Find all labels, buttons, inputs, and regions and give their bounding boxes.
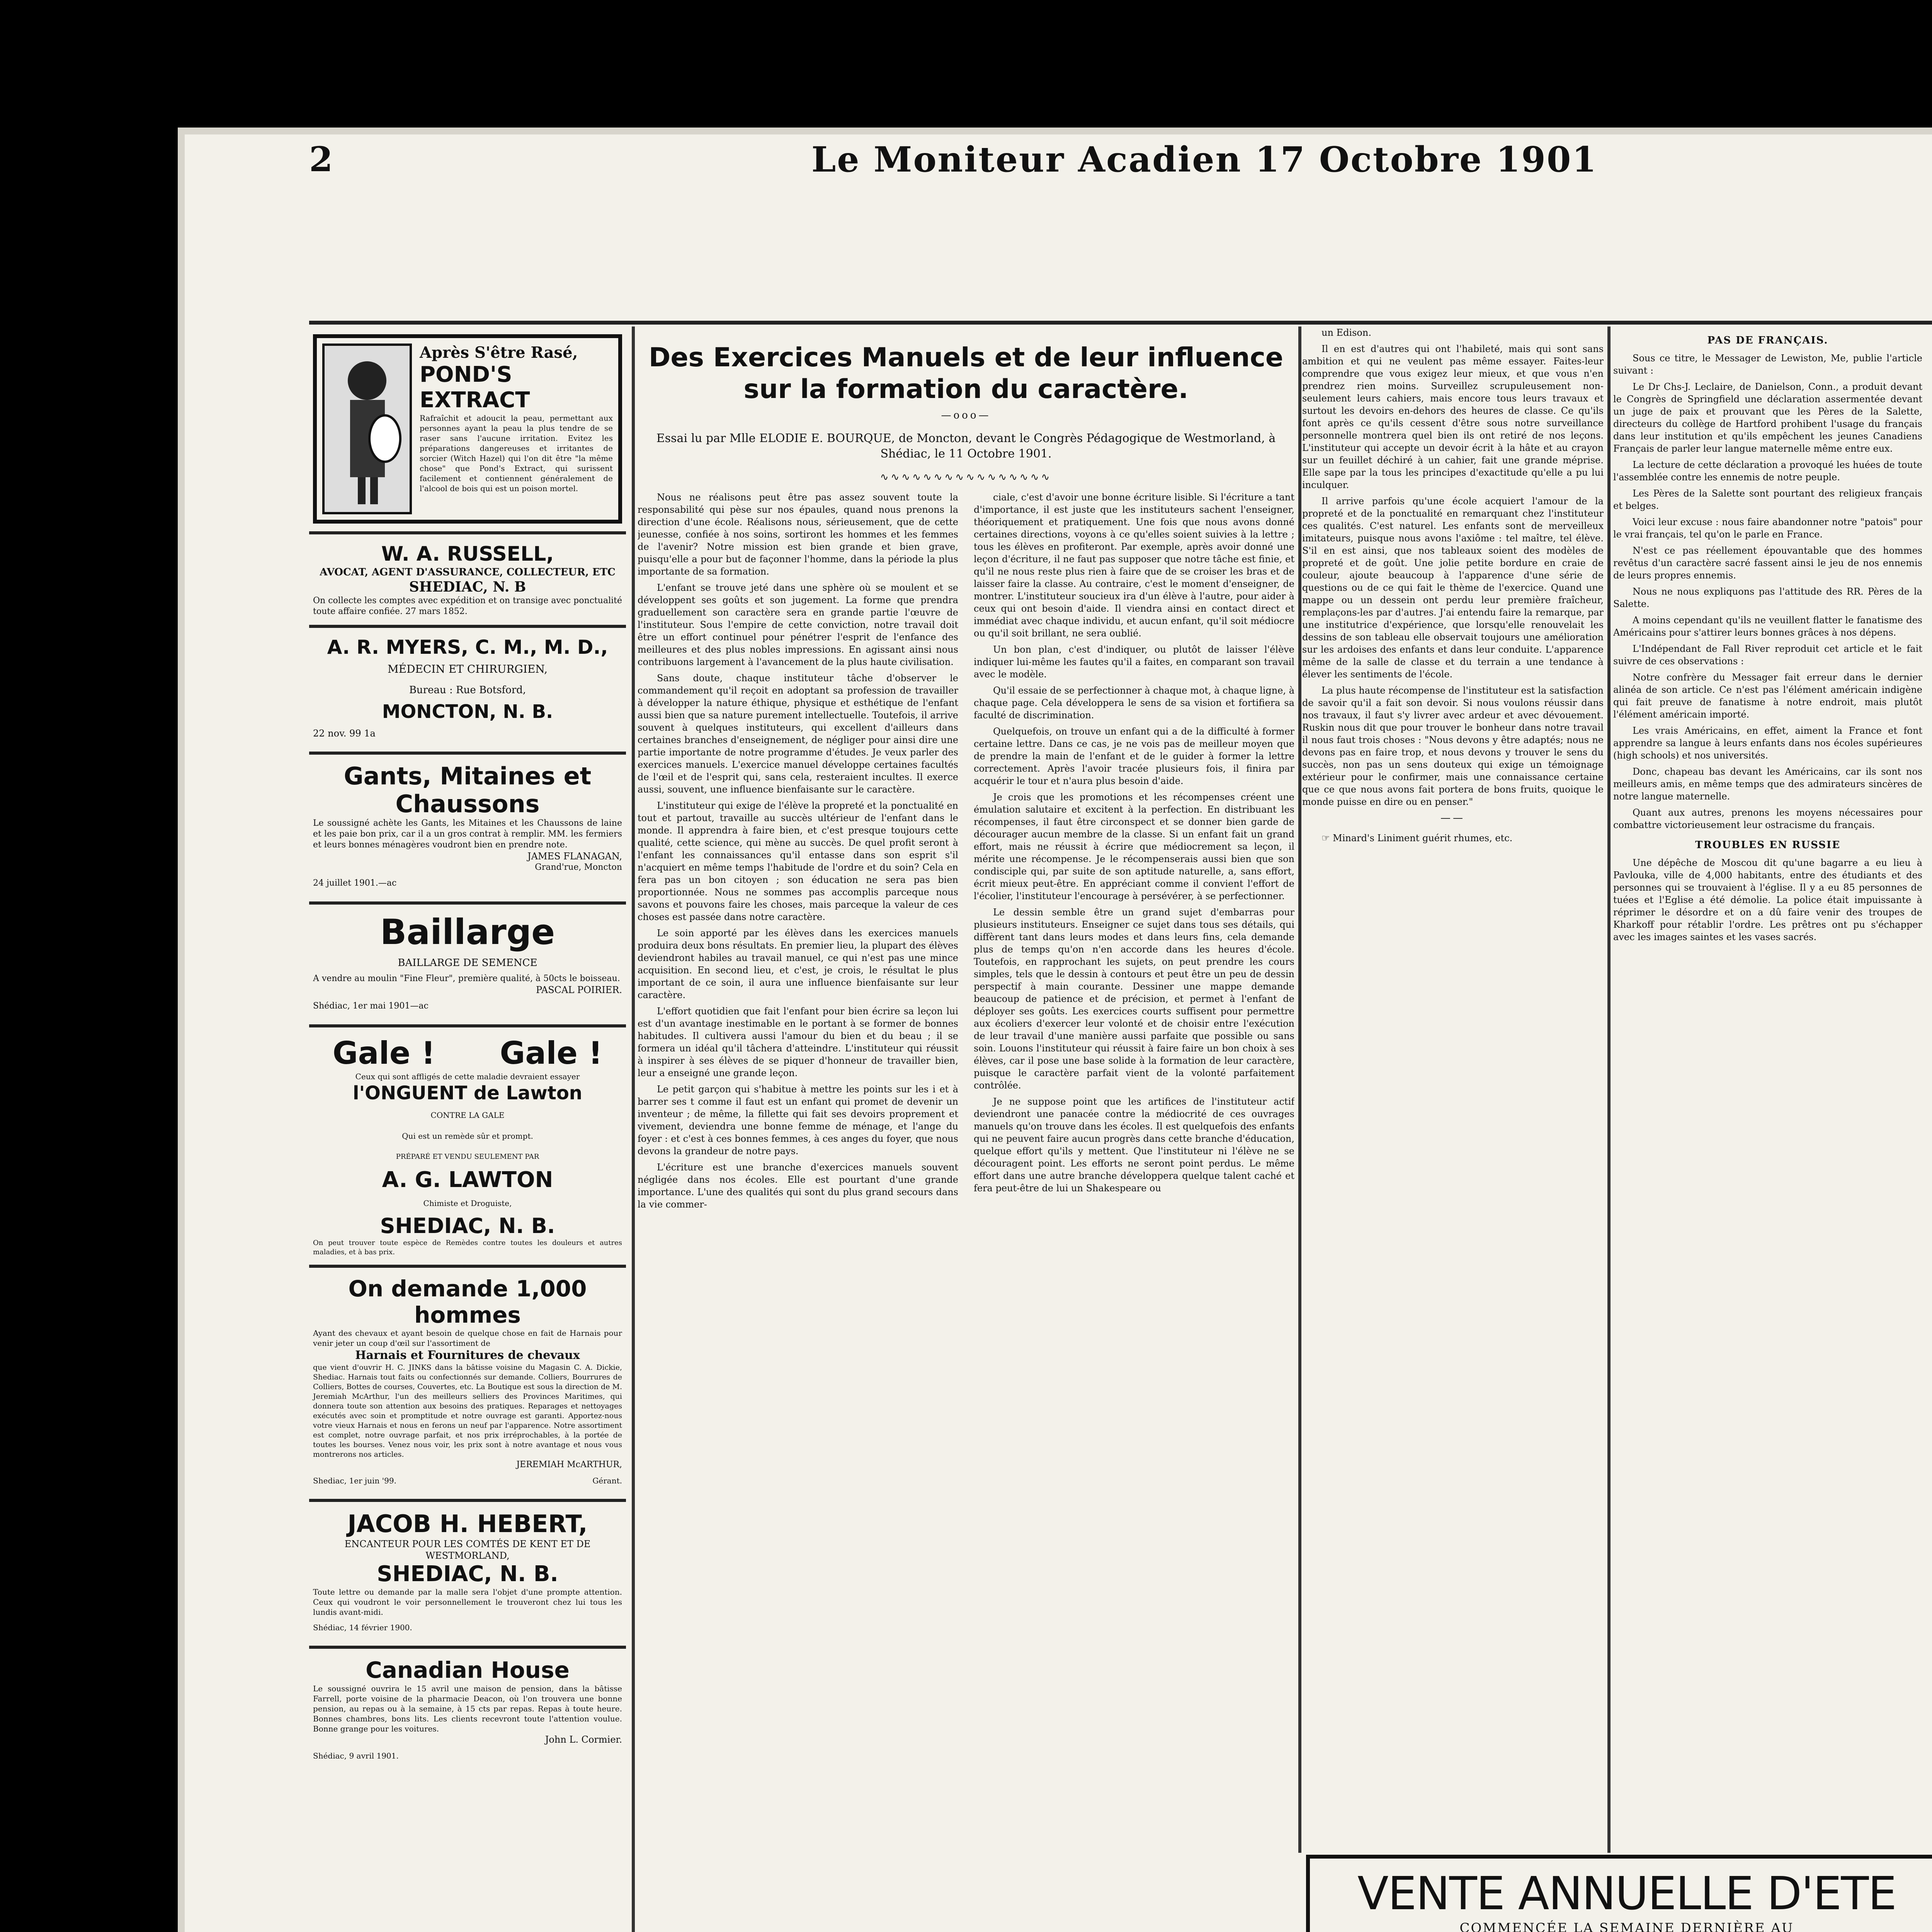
continuation-paragraph: un Edison.: [1321, 327, 1371, 338]
article-body: [638, 491, 1294, 1214]
pas-de-francais-paragraph: Voici leur excuse : nous faire abandonner notre "patois" pour le vrai français, tel qu'on le parle en France.: [1613, 517, 1922, 540]
demande-footer: [313, 1470, 622, 1491]
russell-place: SHEDIAC, N. B: [409, 579, 526, 595]
pas-de-francais-title: PAS DE FRANÇAIS.: [1707, 335, 1828, 346]
gants-text: Le soussigné achète les Gants, les Mitaines et les Chaussons de laine et les paie bon prix, car il a un gros contrat à remplir. MM. les fermiers et leurs bonnes ménagères voudront bien en prendre note.: [313, 818, 622, 850]
pas-de-francais-paragraph: Les vrais Américains, en effet, aiment la France et font apprendre sa langue à leurs enfants dans nos écoles supérieures (high schools) et nos universités.: [1613, 725, 1922, 761]
minard-notice-1-text: Minard's Liniment guérit rhumes, etc.: [1333, 833, 1513, 844]
pas-de-francais-paragraph: Les Pères de la Salette sont pourtant des religieux français et belges.: [1613, 488, 1922, 511]
article-b-paragraph: Je crois que les promotions et les récompenses créent une émulation salutaire et excitent à la perfection. En distribuant les récompenses, il faut être circonspect et se donner bien garde de décourager aucun membre de la classe. Si un enfant fait un grand effort, mais ne réussit à écrire que médiocrement sa leçon, il mérite une récompense. Je le récompenserais aussi bien que son condisciple qui, par suite de son aptitude naturelle, a, sans effort, écrit mieux peut-être. En appréciant comme il convient l'effort de l'écolier, l'instituteur l'encourage à persévérer, à se perfectionner.: [974, 792, 1294, 901]
pas-de-francais-paragraph: Notre confrère du Messager fait erreur dans le dernier alinéa de son article. Ce n'est pas l'élément américain indigène qui fait preuve de fanatisme à notre endroit, mais plutôt l'élément américain importé.: [1613, 672, 1922, 720]
pas-de-francais-paragraph: L'Indépendant de Fall River reproduit cet article et le fait suivre de ces observations :: [1613, 643, 1922, 667]
paper-title: Le Moniteur Acadien 17 Octobre 1901: [811, 139, 1598, 180]
demande-title: On demande 1,000 hommes: [348, 1276, 587, 1328]
hebert-text: Toute lettre ou demande par la malle sera l'objet d'une prompte attention. Ceux qui voudront le voir personnellement le trouveront chez lui tous les lundis avant-midi.: [313, 1587, 622, 1617]
column-rule-2: [1298, 327, 1301, 1853]
page-number: 2: [309, 139, 333, 179]
pas-de-francais-paragraph: Sous ce titre, le Messager de Lewiston, Me, publie l'article suivant :: [1613, 353, 1922, 376]
russell-text: On collecte les comptes avec expédition et on transige avec ponctualité toute affaire confiée. 27 mars 1852.: [313, 596, 622, 616]
baillarge-sub: BAILLARGE DE SEMENCE: [398, 957, 537, 969]
canadian-house-signature: John L. Cormier.: [545, 1734, 622, 1745]
vente-title: VENTE ANNUELLE D'ETE: [1357, 1867, 1896, 1920]
continuation-paragraph: Il arrive parfois qu'une école acquiert l'amour de la propreté et de la ponctualité en remarquant chez l'instituteur ces qualités. C'est naturel. Les enfants sont de merveilleux imitateurs, puisque nous avons l'axiôme : tel maître, tel élève. S'il en est ainsi, que nos tableaux soient des modèles de propreté et de goût. Une jolie petite bordure en craie de couleur, ajoute beaucoup à l'apparence d'une série de questions ou de ce qui fait le thème de l'exercice. Quand une mappe ou un dessein ont perdu leur première fraîcheur, remplaçons-les par d'autres. J'ai entendu faire la remarque, par une institutrice d'expérience, que lorsqu'elle renouvelait les dessins de son tableau elle observait toujours une amélioration sur les ardoises des enfants et dans leur conduite. L'apparence même de la salle de classe et du terrain a une tendance à élever les sentiments de l'école.: [1302, 496, 1604, 680]
gants-signature: JAMES FLANAGAN,: [527, 851, 622, 862]
demande-role: Gérant.: [592, 1476, 622, 1485]
continuation-divider: ——: [1440, 812, 1465, 824]
canadian-house-date: Shédiac, 9 avril 1901.: [313, 1751, 399, 1760]
pas-de-francais-paragraph: La lecture de cette déclaration a provoqué les huées de toute l'assemblée contre les ennemis de notre peuple.: [1613, 459, 1922, 483]
baillarge-text: A vendre au moulin "Fine Fleur", première qualité, à 50cts le boisseau.: [313, 974, 620, 983]
myers-bureau: Bureau : Rue Botsford,: [409, 684, 526, 696]
ad-hebert: [309, 1502, 626, 1649]
article-continuation: [1302, 327, 1604, 808]
article-b-paragraph: Quelquefois, on trouve un enfant qui a de la difficulté à former certaine lettre. Dans ce cas, je ne vois pas de meilleur moyen que de prendre la main de l'enfant et de le guider à former la lettre correctement. Après l'avoir tracée plusieurs fois, il finira par acquérir le tour et n'aura plus besoin d'aide.: [974, 726, 1294, 786]
ad-russell: [309, 534, 626, 628]
pas-de-francais-paragraph: Donc, chapeau bas devant les Américains, car ils sont nos meilleurs amis, en même temps que des admirateurs sincères de notre langue maternelle.: [1613, 766, 1922, 802]
article-b-paragraph: ciale, c'est d'avoir une bonne écriture lisible. Si l'écriture a tant d'importance, il est juste que les instituteurs sachent l'enseigner, théoriquement et pratiquement. Une fois que nous avons donné certaines directions, voyons à ce qu'elles soient suivies à la lettre ; tous les élèves en profiteront. Par exemple, après avoir donné une leçon d'écriture, il ne faut pas supposer que notre tâche est finie, et qu'il ne nous reste plus rien à faire que de se croiser les bras et de laisser faire la classe. Au contraire, c'est le moment d'enseigner, de montrer. L'instituteur soucieux ira d'un élève à l'autre, pour aider à ceux qui ont besoin d'aide. Il viendra ainsi en contact direct et immédiat avec chaque individu, et aucun enfant, qu'il soit médiocre ou qu'il soit brillant, ne sera oublié.: [974, 492, 1294, 639]
article-column-a: [638, 491, 958, 1214]
demande-text1: Ayant des chevaux et ayant besoin de quelque chose en fait de Harnais pour venir jeter un coup d'œil sur l'assortiment de: [313, 1328, 622, 1348]
column-ads: [309, 327, 626, 1932]
man-shaving-illustration-icon: [322, 344, 412, 514]
demande-text2: que vient d'ouvrir H. C. JINKS dans la bâtisse voisine du Magasin C. A. Dickie, Shediac. Harnais tout faits ou confectionnés sur demande. Colliers, Bourrures de Colliers, Bottes de courses, Couvertes, etc. La Boutique est sous la direction de M. Jeremiah McArthur, l'un des meilleurs selliers des Provinces Maritimes, qui donnera toute son attention aux besoins des pratiques. Reparages et nettoyages exécutés avec soin et promptitude et notre ouvrage est garanti. Apportez-nous votre vieux Harnais et nous en ferons un neuf par l'apparence. Notre assortiment est complet, notre ouvrage parfait, et nos prix irréprochables, à la portée de toutes les bourses. Venez nous voir, les prix sont à notre avantage et nous vous montrerons nos articles.: [313, 1363, 622, 1459]
header-rule: [309, 321, 1932, 325]
article-column-b: [974, 491, 1294, 1214]
gale-product: l'ONGUENT de Lawton: [353, 1082, 582, 1104]
demande-date: Shediac, 1er juin '99.: [313, 1476, 396, 1485]
continuation-paragraph: Il en est d'autres qui ont l'habileté, mais qui sont sans ambition et qui ne veulent pas même essayer. Faites-leur comprendre que vous exigez leur mieux, et que vous n'en prendrez rien moins. Surveillez scrupuleusement non-seulement leurs cahiers, mais encore tous leurs travaux et surtout les devoirs en-dehors des heures de classe. Ce qu'ils font après ce qu'ils cessent d'être sous notre surveillance personnelle montrera quel bien ils ont retiré de nos leçons. L'instituteur qui accepte un devoir écrit à la hâte et au crayon sur un feuillet déchiré à un cahier, fait une grande méprise. Elle sape par la tous les principes d'exactitude qu'elle a pu lui inculquer.: [1302, 344, 1604, 490]
demande-bold: Harnais et Fournitures de chevaux: [355, 1349, 580, 1362]
hebert-date: Shédiac, 14 février 1900.: [313, 1623, 412, 1632]
russell-title: AVOCAT, AGENT D'ASSURANCE, COLLECTEUR, ETC: [320, 566, 616, 578]
myers-title: MÉDECIN ET CHIRURGIEN,: [387, 663, 548, 675]
ad-myers: [309, 628, 626, 755]
article-b-paragraph: Un bon plan, c'est d'indiquer, ou plutôt de laisser l'élève indiquer lui-même les fautes qu'il a faites, en comparant son travail avec le modèle.: [974, 644, 1294, 680]
myers-date: 22 nov. 99 1a: [313, 728, 376, 739]
gants-signature-sub: Grand'rue, Moncton: [535, 862, 622, 872]
article-b-paragraph: Qu'il essaie de se perfectionner à chaque mot, à chaque ligne, à chaque page. Cela développera le sens de sa vision et fortifiera sa faculté de discrimination.: [974, 685, 1294, 721]
ponds-line1: Après S'être Rasé,: [420, 344, 578, 362]
continuation-paragraph: La plus haute récompense de l'instituteur est la satisfaction de savoir qu'il a fait son devoir. Si nous voulons réussir dans nos travaux, il faut s'y livrer avec ardeur et avec dévouement. Ruskin nous dit que pour trouver le bonheur dans notre travail il nous faut trois choses : "Nous devons y être adaptés; nous ne devons pas en faire trop, et nous devons y trouver le sens du succès, non pas un sens douteux qui exige un témoignage extérieur pour le confirmer, mais une connaissance certaine que ce que nous avons fait portera de bons fruits, quoique le monde puisse en dire ou en penser.": [1302, 685, 1604, 807]
ponds-brand: POND'S EXTRACT: [420, 362, 530, 413]
pas-de-francais-body: [1613, 352, 1922, 831]
myers-name: A. R. MYERS, C. M., M. D.,: [327, 636, 608, 658]
baillarge-signature: PASCAL POIRIER.: [536, 985, 622, 995]
article-a-paragraph: L'instituteur qui exige de l'élève la propreté et la ponctualité en tout et partout, travaille au succès ultérieur de l'enfant dans le monde. Il apprendra à faire bien, et c'est presque toujours cette qualité, cette science, qui mène au succès. De quel profit seront à l'enfant les connaissances qu'il entasse dans son esprit s'il n'acquiert en même temps l'habitude de l'ordre et du soin? Cela en fera pas un bon citoyen ; son éducation ne sera pas bien proportionnée. Nous ne sommes pas accomplis parceque nous savons et pouvons faire les choses, mais parceque la valeur de ces choses est passée dans notre caractère.: [638, 800, 958, 922]
gale-seller-sub: Chimiste et Droguiste,: [423, 1199, 512, 1208]
ad-gale: [309, 1027, 626, 1268]
ad-canadian-house: [309, 1649, 626, 1774]
article-byline: Essai lu par Mlle ELODIE E. BOURQUE, de Moncton, devant le Congrès Pédagogique de Westmorland, à Shédiac, le 11 Octobre 1901.: [656, 432, 1276, 461]
ad-baillarge: [309, 905, 626, 1027]
myers-place: MONCTON, N. B.: [382, 701, 553, 723]
pas-de-francais-paragraph: Quant aux autres, prenons les moyens nécessaires pour combattre victorieusement leur ostracisme du français.: [1613, 807, 1922, 830]
ponds-box: [313, 334, 622, 524]
gale-line3: Qui est un remède sûr et prompt.: [402, 1131, 533, 1141]
article-ornament: —ooo—: [941, 410, 991, 421]
baillarge-date: Shédiac, 1er mai 1901—ac: [313, 1001, 429, 1011]
article-headline: Des Exercices Manuels et de leur influence sur la formation du caractère.: [648, 342, 1284, 405]
demande-signature: JEREMIAH McARTHUR,: [516, 1460, 622, 1469]
troubles-russie-title: TROUBLES EN RUSSIE: [1695, 839, 1841, 851]
column-article: [638, 327, 1294, 1932]
troubles-russie-text: Une dépêche de Moscou dit qu'une bagarre a eu lieu à Pavlouka, ville de 4,000 habitants, entre des étudiants et des personnes qui se trouvaient à l'église. Il y a eu 85 personnes de tuées et l'Eglise a été démolie. La police était impuissante à réprimer le désordre et on a dû faire venir des troupes de Kharkoff pour rétablir l'ordre. Les prêtres ont pu s'échapper avec les images saintes et les vases sacrés.: [1613, 857, 1922, 942]
article-b-paragraph: Je ne suppose point que les artifices de l'instituteur actif deviendront une panacée contre la médiocrité de ces ouvrages manuels qu'on trouve dans les écoles. Il est quelquefois des enfants qui ne peuvent faire aucun progrès dans cette branche d'éducation, quelque effort qu'ils y mettent. Que l'instituteur ni l'élève ne se découragent point. Les efforts ne seront point perdus. Le même effort dans une autre branche développera quelque talent caché et fera peut-être de lui un Shakespeare ou: [974, 1096, 1294, 1194]
russell-name: W. A. RUSSELL,: [381, 543, 554, 566]
gale-line1: Ceux qui sont affligés de cette maladie devraient essayer: [355, 1072, 580, 1081]
article-a-paragraph: Le petit garçon qui s'habitue à mettre les points sur les i et à barrer ses t comme il faut est un enfant qui promet de devenir un inventeur ; de même, la fillette qui fait ses devoirs proprement et vivement, deviendra une bonne femme de ménage, et l'ange du foyer : et c'est à ces bonnes femmes, à ces anges du foyer, que nous devons la grandeur de notre pays.: [638, 1084, 958, 1156]
pas-de-francais-paragraph: Nous ne nous expliquons pas l'attitude des RR. Pères de la Salette.: [1613, 586, 1922, 609]
ponds-text: Rafraîchit et adoucit la peau, permettant aux personnes ayant la peau la plus tendre de se raser sans l'aucune irritation. Evitez les préparations dangereuses et irritantes de sorcier (Witch Hazel) qui l'on dit être "la même chose" que Pond's Extract, qui surissent facilement et contiennent généralement de l'alcool de bois qui est un poison mortel.: [420, 413, 613, 493]
article-a-paragraph: Sans doute, chaque instituteur tâche d'observer le commandement qu'il reçoit en adoptant sa profession de travailler à développer la nature éthique, physique et esthétique de l'enfant aussi bien que sa nature purement intellectuelle. Toutefois, il arrive souvent à quelques instituteurs, qui excellent d'ailleurs dans certaines branches d'enseignement, de négliger pour ainsi dire une partie importante de notre programme d'études. Je veux parler des exercices manuels. L'exercice manuel développe certaines facultés de l'œil et de l'esprit qui, sans cela, resteraient incultes. Il exerce aussi, souvent, une influence bienfaisante sur le caractère.: [638, 673, 958, 795]
gale-line2: CONTRE LA GALE: [430, 1111, 505, 1120]
ad-vente-annuelle: [1306, 1855, 1932, 1932]
gants-title: Gants, Mitaines et Chaussons: [344, 762, 592, 818]
hebert-name: JACOB H. HEBERT,: [347, 1510, 588, 1538]
ponds-text-block: [420, 344, 613, 514]
gale-line4: PRÉPARÉ ET VENDU SEULEMENT PAR: [396, 1153, 539, 1161]
masthead: [309, 139, 1932, 182]
gale-text: On peut trouver toute espèce de Remèdes contre toutes les douleurs et autres maladies, et à bas prix.: [313, 1239, 622, 1256]
ad-demande: [309, 1268, 626, 1502]
column-news: [1613, 327, 1922, 1853]
ad-gants: [309, 755, 626, 905]
minard-notice-1: ☞ Minard's Liniment guérit rhumes, etc.: [1321, 833, 1513, 844]
pas-de-francais-paragraph: Le Dr Chs-J. Leclaire, de Danielson, Conn., a produit devant le Congrès de Springfield une déclaration assermentée devant un juge de paix et prouvant que les Pères de la Salette, directeurs du collège de Hartford prohibent l'usage du français dans leur institution et qu'ils empêchent les jeunes Canadiens Français de parler leur langue maternelle même entre eux.: [1613, 381, 1922, 454]
article-b-paragraph: Le dessin semble être un grand sujet d'embarras pour plusieurs instituteurs. Enseigner ce sujet dans tous ses détails, qui diffèrent tant dans leurs modes et dans leurs fins, cela demande plus de temps qu'on n'en accorde dans les heures d'école. Toutefois, en rapprochant les sujets, on peut prendre les cours simples, tels que le dessin à contours et peut être un peu de dessin perspectif à main courante. Dessiner une mappe demande beaucoup de patience et de précision, et permet à l'enfant de déployer ses goûts. Les exercices courts suffisent pour permettre aux écoliers d'exercer leur volonté et de choisir entre l'exécution de leur travail d'une manière aussi parfaite que possible ou sans soin. Louons l'instituteur qui réussit à faire faire un bon choix à ses élèves, car il pose une base solide à la formation de leur caractère, puisque le caractère parfait vient de la volonté parfaitement contrôlée.: [974, 907, 1294, 1091]
article-a-paragraph: Nous ne réalisons peut être pas assez souvent toute la responsabilité qui pèse sur nos épaules, quand nous prenons la direction d'une école. Réalisons nous, sérieusement, que de cette jeunesse, confiée à nos soins, sortiront les hommes et les femmes de l'avenir? Notre mission est bien grande et bien grave, puisqu'elle a pour but de façonner l'homme, dans la période la plus importante de sa formation.: [638, 492, 958, 577]
article-a-paragraph: L'effort quotidien que fait l'enfant pour bien écrire sa leçon lui est d'un avantage inestimable en le portant à se former de bonnes habitudes. Il cultivera aussi l'amour du bien et du beau ; il se formera un idéal qu'il tâchera d'atteindre. L'instituteur qui réussit à inspirer à ses élèves de se piquer d'honneur de travailler bien, leur a enseigné une grande leçon.: [638, 1006, 958, 1078]
article-divider: ∿∿∿∿∿∿∿∿∿∿∿∿∿∿∿∿: [880, 471, 1052, 483]
baillarge-title: Baillarge: [380, 912, 555, 952]
article-a-paragraph: L'écriture est une branche d'exercices manuels souvent négligée dans nos écoles. Elle est pourtant d'une grande importance. L'une des qualités qui sont du plus grand secours dans la vie commer-: [638, 1162, 958, 1210]
gale-place: SHEDIAC, N. B.: [380, 1214, 555, 1238]
hebert-place: SHEDIAC, N. B.: [377, 1561, 558, 1587]
hebert-title: ENCANTEUR POUR LES COMTÉS DE KENT ET DE WESTMORLAND,: [344, 1539, 591, 1561]
pas-de-francais-paragraph: A moins cependant qu'ils ne veuillent flatter le fanatisme des Américains pour s'attirer leurs bonnes grâces à nos dépens.: [1613, 615, 1922, 638]
gale-title: Gale ! Gale !: [332, 1035, 603, 1071]
pas-de-francais-paragraph: N'est ce pas réellement épouvantable que des hommes revêtus d'un caractère sacré fassent ainsi le jeu de nos ennemis de leurs propres ennemis.: [1613, 545, 1922, 581]
column-rule-1: [632, 327, 635, 1932]
ad-ponds-extract: [309, 327, 626, 534]
canadian-house-title: Canadian House: [366, 1657, 570, 1683]
vente-sub: COMMENCÉE LA SEMAINE DERNIÈRE AU: [1459, 1920, 1794, 1932]
article-a-paragraph: Le soin apporté par les élèves dans les exercices manuels produira deux bons résultats. En premier lieu, la plupart des élèves deviendront habiles au travail manuel, ce qui n'est pas une mince acquisition. En second lieu, et c'est, je crois, le résultat le plus important de ce soin, il aura une influence bienfaisante sur leur caractère.: [638, 928, 958, 1000]
article-a-paragraph: L'enfant se trouve jeté dans une sphère où se moulent et se développent ses goûts et son jugement. La forme que prendra graduellement son caractère sera en grande partie l'œuvre de l'instituteur. Sous l'empire de cette conviction, notre travail doit être un effort continuel pour pénétrer l'esprit de l'enfance des meilleures et des plus nobles impressions. En agissant ainsi nous contribuons largement à l'avancement de la plus haute civilisation.: [638, 582, 958, 667]
canadian-house-text: Le soussigné ouvrira le 15 avril une maison de pension, dans la bâtisse Farrell, porte voisine de la pharmacie Deacon, où l'on trouvera une bonne pension, au repas ou à la semaine, à 15 cts par repas. Repas à toute heure. Bonnes chambres, bons lits. Les clients recevront toute l'attention voulue. Bonne grange pour les voitures.: [313, 1684, 622, 1733]
gale-seller: A. G. LAWTON: [382, 1167, 553, 1192]
gants-date: 24 juillet 1901.—ac: [313, 878, 397, 888]
column-rule-3: [1607, 327, 1611, 1853]
column-continuation: [1302, 327, 1604, 1853]
